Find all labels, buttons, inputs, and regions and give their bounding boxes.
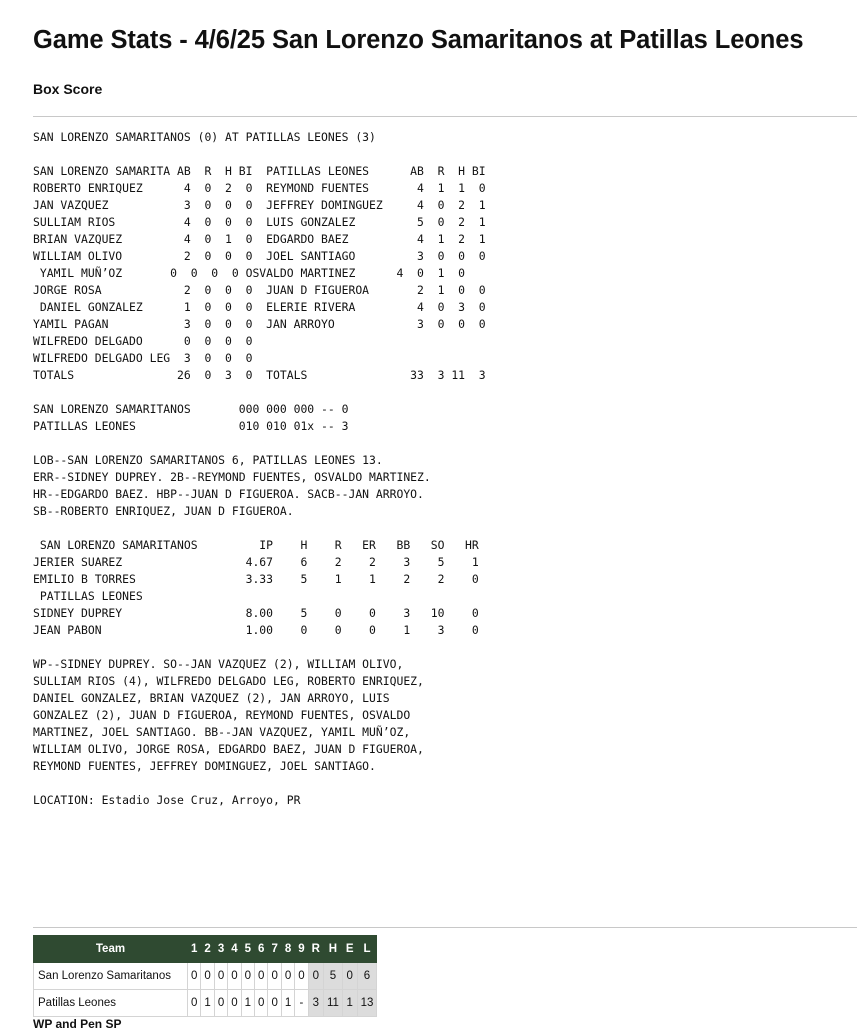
box-score-line: SULLIAM RIOS (4), WILFREDO DELGADO LEG, ROBERTO ENRIQUEZ, [33, 674, 424, 688]
linescore-cell: 1 [241, 990, 254, 1017]
linescore-cell: 0 [228, 963, 241, 990]
box-score-line: SB--ROBERTO ENRIQUEZ, JUAN D FIGUEROA. [33, 504, 294, 518]
box-score-heading: Box Score [33, 81, 103, 97]
linescore-header-cell: 7 [268, 936, 281, 963]
box-score-line: DANIEL GONZALEZ 1 0 0 0 ELERIE RIVERA 4 0 3 0 [33, 300, 486, 314]
box-score-text [33, 129, 486, 809]
box-score-line: SAN LORENZO SAMARITANOS (0) AT PATILLAS LEONES (3) [33, 130, 376, 144]
linescore-cell: 0 [214, 990, 227, 1017]
box-score-line: ERR--SIDNEY DUPREY. 2B--REYMOND FUENTES, OSVALDO MARTINEZ. [33, 470, 431, 484]
linescore-header-cell: R [308, 936, 323, 963]
linescore-cell: 0 [201, 963, 214, 990]
linescore-cell: 0 [308, 963, 323, 990]
linescore-cell: 3 [308, 990, 323, 1017]
box-score-line: JORGE ROSA 2 0 0 0 JUAN D FIGUEROA 2 1 0 0 [33, 283, 486, 297]
box-score-line: REYMOND FUENTES, JEFFREY DOMINGUEZ, JOEL SANTIAGO. [33, 759, 376, 773]
top-divider [33, 116, 857, 117]
box-score-line: WP--SIDNEY DUPREY. SO--JAN VAZQUEZ (2), WILLIAM OLIVO, [33, 657, 404, 671]
linescore-cell: 0 [188, 990, 201, 1017]
box-score-line: WILFREDO DELGADO 0 0 0 0 [33, 334, 253, 348]
linescore-team-name: Patillas Leones [34, 990, 188, 1017]
box-score-line: WILFREDO DELGADO LEG 3 0 0 0 [33, 351, 253, 365]
box-score-line: TOTALS 26 0 3 0 TOTALS 33 3 11 3 [33, 368, 486, 382]
box-score-line: GONZALEZ (2), JUAN D FIGUEROA, REYMOND FUENTES, OSVALDO [33, 708, 411, 722]
linescore-cell: 11 [323, 990, 342, 1017]
linescore-row [34, 963, 377, 990]
box-score-line: JEAN PABON 1.00 0 0 0 1 3 0 [33, 623, 479, 637]
linescore-cell: 0 [295, 963, 308, 990]
linescore-cell: 6 [357, 963, 377, 990]
linescore-header-cell: 8 [281, 936, 294, 963]
box-score-line: SULLIAM RIOS 4 0 0 0 LUIS GONZALEZ 5 0 2 1 [33, 215, 486, 229]
linescore-header-cell: 5 [241, 936, 254, 963]
box-score-line [33, 435, 486, 452]
box-score-line: JERIER SUAREZ 4.67 6 2 2 3 5 1 [33, 555, 479, 569]
box-score-line [33, 384, 486, 401]
linescore-header-cell: 2 [201, 936, 214, 963]
linescore-cell: 1 [201, 990, 214, 1017]
box-score-line: DANIEL GONZALEZ, BRIAN VAZQUEZ (2), JAN ARROYO, LUIS [33, 691, 390, 705]
linescore-row [34, 990, 377, 1017]
linescore-header-cell: E [342, 936, 357, 963]
box-score-line: YAMIL MUÑ’OZ 0 0 0 0 OSVALDO MARTINEZ 4 0 1 0 [33, 266, 466, 280]
linescore-cell: 1 [281, 990, 294, 1017]
linescore-header-row [34, 936, 377, 963]
linescore-header-cell: 3 [214, 936, 227, 963]
box-score-line: SAN LORENZO SAMARITA AB R H BI PATILLAS LEONES AB R H BI [33, 164, 486, 178]
box-score-line [33, 775, 486, 792]
page-title: Game Stats - 4/6/25 San Lorenzo Samaritanos at Patillas Leones [33, 26, 804, 54]
box-score-line: HR--EDGARDO BAEZ. HBP--JUAN D FIGUEROA. SACB--JAN ARROYO. [33, 487, 424, 501]
linescore-cell: 0 [342, 963, 357, 990]
linescore-cell: 5 [323, 963, 342, 990]
bottom-divider [33, 927, 857, 928]
linescore-cell: 0 [255, 963, 268, 990]
box-score-line: PATILLAS LEONES 010 010 01x -- 3 [33, 419, 349, 433]
linescore-header-team: Team [34, 936, 188, 963]
linescore-cell: 0 [268, 963, 281, 990]
linescore-cell: - [295, 990, 308, 1017]
linescore-table [33, 935, 377, 1017]
linescore-header-cell: H [323, 936, 342, 963]
linescore-cell: 0 [214, 963, 227, 990]
box-score-line: SAN LORENZO SAMARITANOS 000 000 000 -- 0 [33, 402, 349, 416]
linescore-cell: 0 [241, 963, 254, 990]
linescore-cell: 1 [342, 990, 357, 1017]
box-score-line: ROBERTO ENRIQUEZ 4 0 2 0 REYMOND FUENTES 4 1 1 0 [33, 181, 486, 195]
box-score-line: JAN VAZQUEZ 3 0 0 0 JEFFREY DOMINGUEZ 4 0 2 1 [33, 198, 486, 212]
linescore-header-cell: 9 [295, 936, 308, 963]
box-score-line: EMILIO B TORRES 3.33 5 1 1 2 2 0 [33, 572, 479, 586]
box-score-line [33, 520, 486, 537]
box-score-line: LOB--SAN LORENZO SAMARITANOS 6, PATILLAS LEONES 13. [33, 453, 383, 467]
box-score-line: YAMIL PAGAN 3 0 0 0 JAN ARROYO 3 0 0 0 [33, 317, 486, 331]
box-score-line: WILLIAM OLIVO, JORGE ROSA, EDGARDO BAEZ, JUAN D FIGUEROA, [33, 742, 424, 756]
box-score-line: MARTINEZ, JOEL SANTIAGO. BB--JAN VAZQUEZ, YAMIL MUÑ’OZ, [33, 725, 411, 739]
box-score-line [33, 639, 486, 656]
box-score-line: SAN LORENZO SAMARITANOS IP H R ER BB SO HR [33, 538, 479, 552]
box-score-line: PATILLAS LEONES [33, 589, 143, 603]
linescore-cell: 0 [268, 990, 281, 1017]
linescore-header-cell: 1 [188, 936, 201, 963]
linescore-header-cell: L [357, 936, 377, 963]
box-score-line: WILLIAM OLIVO 2 0 0 0 JOEL SANTIAGO 3 0 0 0 [33, 249, 486, 263]
linescore-cell: 13 [357, 990, 377, 1017]
linescore-cell: 0 [255, 990, 268, 1017]
linescore-cell: 0 [188, 963, 201, 990]
box-score-line [33, 146, 486, 163]
linescore-header-cell: 6 [255, 936, 268, 963]
linescore-body [34, 963, 377, 1017]
linescore-cell: 0 [228, 990, 241, 1017]
box-score-line: LOCATION: Estadio Jose Cruz, Arroyo, PR [33, 793, 301, 807]
box-score-line: BRIAN VAZQUEZ 4 0 1 0 EDGARDO BAEZ 4 1 2 1 [33, 232, 486, 246]
footer-snippet: WP and Pen SP [33, 1017, 122, 1031]
linescore-header-cell: 4 [228, 936, 241, 963]
box-score-line: SIDNEY DUPREY 8.00 5 0 0 3 10 0 [33, 606, 479, 620]
linescore-cell: 0 [281, 963, 294, 990]
linescore-team-name: San Lorenzo Samaritanos [34, 963, 188, 990]
